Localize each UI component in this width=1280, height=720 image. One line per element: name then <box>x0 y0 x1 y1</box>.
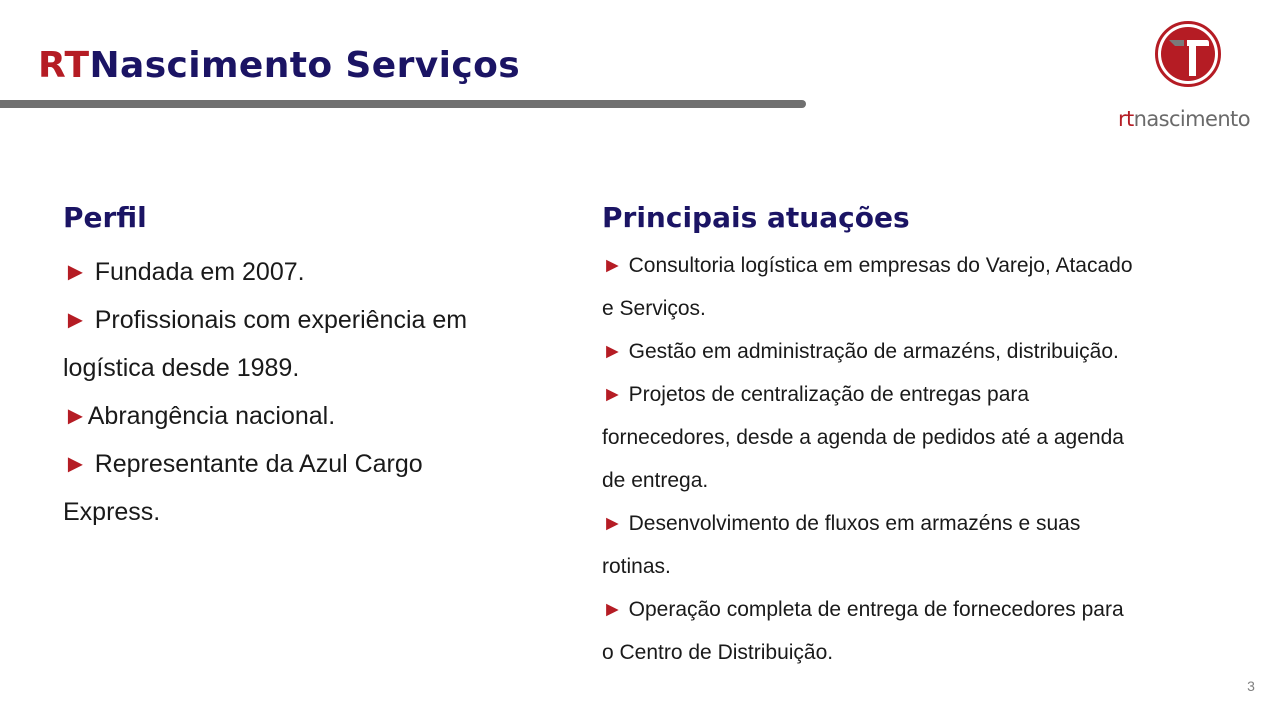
perfil-section <box>63 198 533 536</box>
list-item-text: de entrega. <box>602 469 709 492</box>
bullet-arrow-icon: ► <box>63 402 88 430</box>
list-item <box>602 631 1222 674</box>
list-item-text: Express. <box>63 498 161 526</box>
atuacoes-section <box>602 198 1222 674</box>
bullet-arrow-icon: ► <box>63 306 88 334</box>
list-item-text: Abrangência nacional. <box>87 402 336 430</box>
bullet-arrow-icon: ► <box>602 383 623 406</box>
bullet-arrow-icon: ► <box>602 512 623 535</box>
list-item <box>602 459 1222 502</box>
list-item-text: Consultoria logística em empresas do Varejo, Atacado <box>622 254 1133 277</box>
atuacoes-heading: Principais atuações <box>602 201 910 234</box>
atuacoes-list <box>602 244 1222 674</box>
list-item <box>602 416 1222 459</box>
list-item <box>63 488 533 536</box>
bullet-arrow-icon: ► <box>602 598 623 621</box>
bullet-arrow-icon: ► <box>602 254 623 277</box>
perfil-heading: Perfil <box>63 201 147 234</box>
list-item <box>63 296 533 344</box>
perfil-list <box>63 248 533 536</box>
bullet-arrow-icon: ► <box>602 340 623 363</box>
list-item <box>602 502 1222 545</box>
list-item-text: Profissionais com experiência em <box>87 306 468 334</box>
company-logo <box>1118 20 1260 131</box>
list-item <box>63 440 533 488</box>
page-number: 3 <box>1247 678 1255 694</box>
list-item <box>602 545 1222 588</box>
list-item <box>63 248 533 296</box>
list-item <box>602 588 1222 631</box>
list-item-text: o Centro de Distribuição. <box>602 641 834 664</box>
list-item <box>63 392 533 440</box>
slide-title <box>38 42 520 90</box>
title-rest: Nascimento Serviços <box>89 45 521 86</box>
bullet-arrow-icon: ► <box>63 258 88 286</box>
list-item <box>602 287 1222 330</box>
list-item-text: Projetos de centralização de entregas para <box>622 383 1030 406</box>
list-item-text: Desenvolvimento de fluxos em armazéns e suas <box>622 512 1081 535</box>
list-item <box>63 344 533 392</box>
list-item-text: rotinas. <box>602 555 671 578</box>
list-item-text: Fundada em 2007. <box>87 258 305 286</box>
rt-monogram-circle-icon <box>1154 20 1222 88</box>
title-rt: RT <box>38 45 90 86</box>
list-item-text: fornecedores, desde a agenda de pedidos até a agenda <box>602 426 1124 449</box>
list-item-text: Operação completa de entrega de fornecedores para <box>622 598 1124 621</box>
list-item-text: e Serviços. <box>602 297 706 320</box>
title-underline-bar <box>0 100 806 108</box>
list-item-text: Representante da Azul Cargo <box>87 450 423 478</box>
list-item-text: Gestão em administração de armazéns, distribuição. <box>622 340 1119 363</box>
bullet-arrow-icon: ► <box>63 450 88 478</box>
list-item <box>602 244 1222 287</box>
logo-wordmark: rtnascimento <box>1118 107 1250 131</box>
list-item <box>602 330 1222 373</box>
list-item <box>602 373 1222 416</box>
list-item-text: logística desde 1989. <box>63 354 300 382</box>
